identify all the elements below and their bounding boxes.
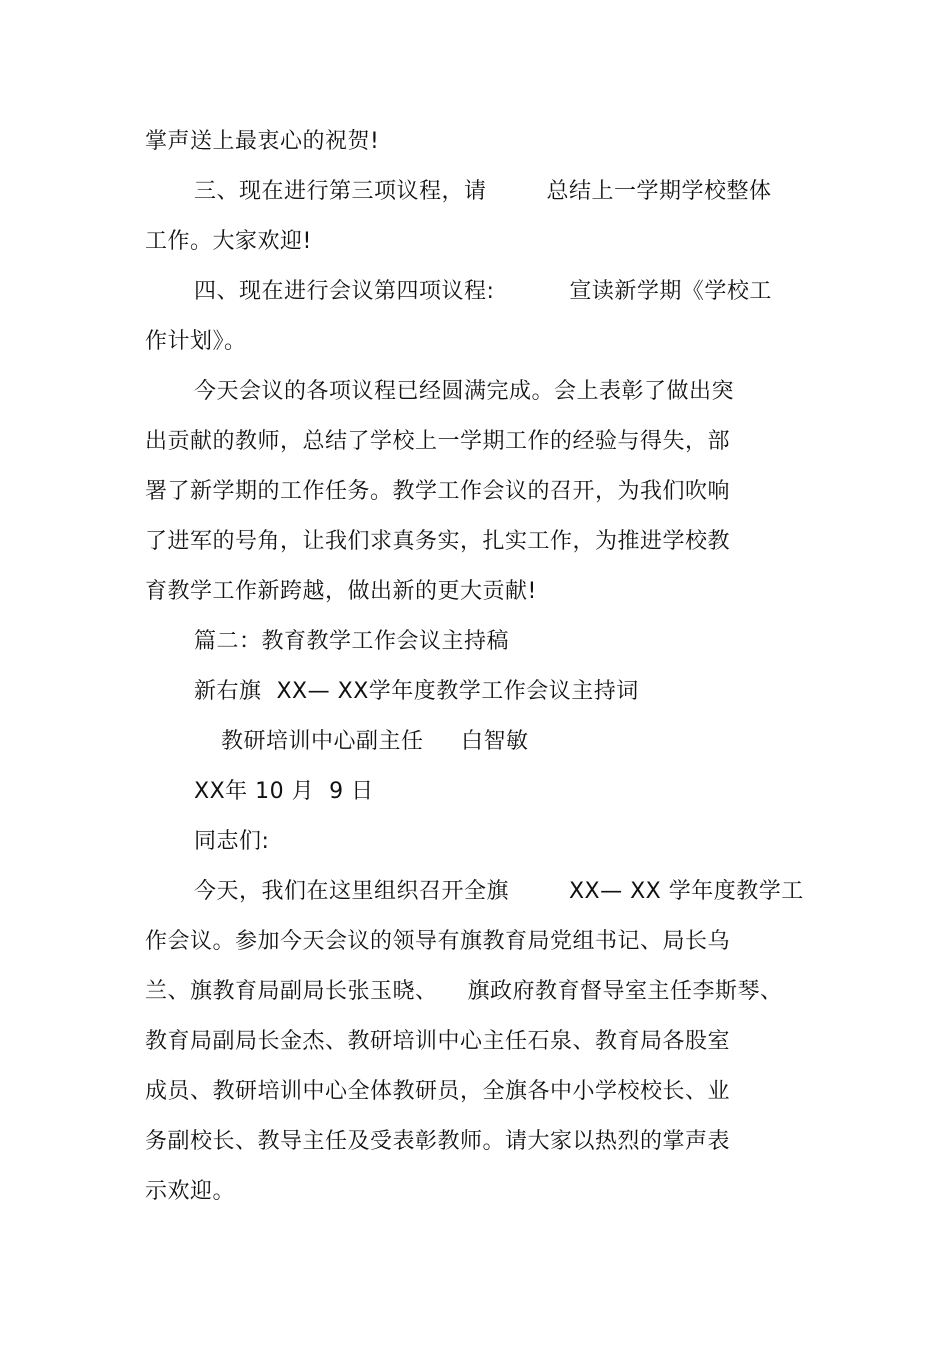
document-subtitle: 新右旗 XX— XX学年度教学工作会议主持词 [194,679,639,704]
paragraph-line: 示欢迎。 [145,1179,236,1204]
paragraph-line: 出贡献的教师，总结了学校上一学期工作的经验与得失，部 [145,429,731,454]
paragraph-line: 兰、旗教育局副局长张玉晓、 旗政府教育督导室主任李斯琴、 [145,979,783,1004]
paragraph-line: 工作。大家欢迎! [145,229,312,254]
section-heading: 篇二：教育教学工作会议主持稿 [194,629,510,654]
paragraph-line: 了进军的号角，让我们求真务实，扎实工作，为推进学校教 [145,529,731,554]
paragraph-line: 署了新学期的工作任务。教学工作会议的召开，为我们吹响 [145,479,731,504]
author-line: 教研培训中心副主任 白智敏 [221,729,529,754]
paragraph-line: 教育局副局长金杰、教研培训中心主任石泉、教育局各股室 [145,1029,731,1054]
paragraph-line: 育教学工作新跨越，做出新的更大贡献! [145,579,537,604]
paragraph-line: 四、现在进行会议第四项议程: 宣读新学期《学校工 [194,279,772,304]
paragraph-line: 作计划》。 [145,329,247,354]
paragraph-line: 作会议。参加今天会议的领导有旗教育局党组书记、局长乌 [145,929,731,954]
salutation: 同志们: [194,829,270,854]
date-line: XX年 10 月 9 日 [194,779,374,804]
paragraph-line: 成员、教研培训中心全体教研员，全旗各中小学校校长、业 [145,1079,731,1104]
paragraph-line: 掌声送上最衷心的祝贺! [145,129,380,154]
paragraph-line: 今天会议的各项议程已经圆满完成。会上表彰了做出突 [194,379,735,404]
paragraph-line: 今天，我们在这里组织召开全旗 XX— XX 学年度教学工 [194,879,804,904]
paragraph-line: 三、现在进行第三项议程，请 总结上一学期学校整体 [194,179,772,204]
paragraph-line: 务副校长、教导主任及受表彰教师。请大家以热烈的掌声表 [145,1129,731,1154]
